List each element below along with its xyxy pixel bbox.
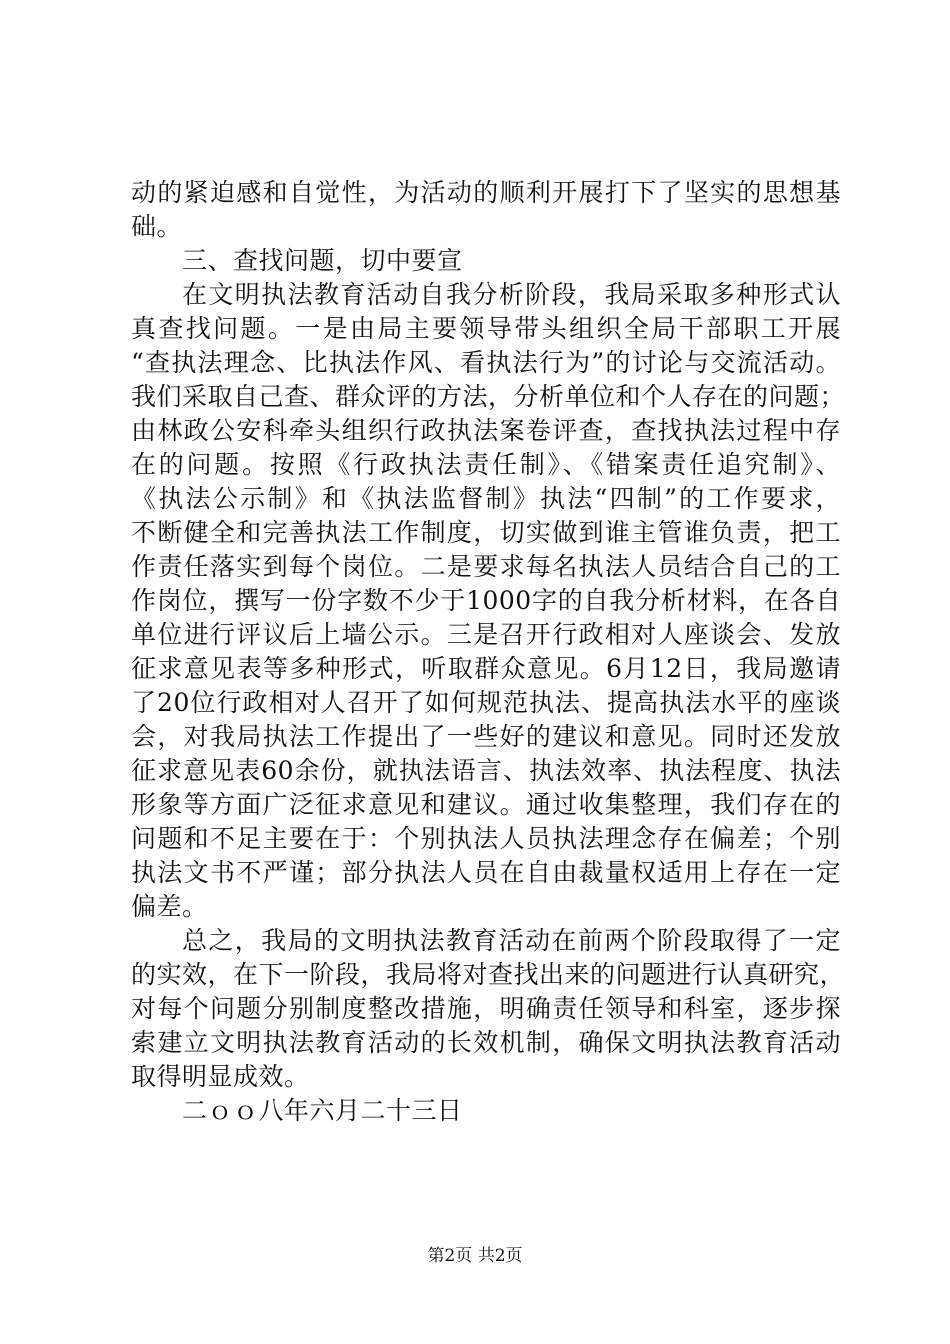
body-line: 动的紧迫感和自觉性，为活动的顺利开展打下了坚实的思想基 [131,178,841,207]
body-line: 征求意见表60余份，就执法语言、执法效率、执法程度、执法 [131,756,841,785]
body-line: 在的问题。按照《行政执法责任制》、《错案责任追究制》、 [131,450,841,479]
body-line: 作岗位，撰写一份字数不少于1000字的自我分析材料，在各自 [131,586,841,615]
body-line: 对每个问题分别制度整改措施，明确责任领导和科室，逐步探 [131,994,841,1023]
body-line: 了20位行政相对人召开了如何规范执法、提高执法水平的座谈 [131,688,841,717]
body-line: 作责任落实到每个岗位。二是要求每名执法人员结合自己的工 [131,552,841,581]
section-heading: 三、查找问题，切中要宣 [182,246,463,275]
body-line: 不断健全和完善执法工作制度，切实做到谁主管谁负责，把工 [131,518,841,547]
body-line: 问题和不足主要在于：个别执法人员执法理念存在偏差；个别 [131,824,841,853]
body-line: 会，对我局执法工作提出了一些好的建议和意见。同时还发放 [131,722,841,751]
body-line: 础。 [131,212,183,241]
body-line: 在文明执法教育活动自我分析阶段，我局采取多种形式认 [182,280,841,309]
body-line: 由林政公安科牵头组织行政执法案卷评查，查找执法过程中存 [131,416,841,445]
page-number: 第2页 共2页 [427,1246,523,1266]
body-line: 执法文书不严谨；部分执法人员在自由裁量权适用上存在一定 [131,858,841,887]
body-line: 的实效，在下一阶段，我局将对查找出来的问题进行认真研究， [131,960,846,989]
body-line: 索建立文明执法教育活动的长效机制，确保文明执法教育活动 [131,1028,841,1057]
body-line: “查执法理念、比执法作风、看执法行为”的讨论与交流活动。 [131,348,841,377]
body-line: 征求意见表等多种形式，听取群众意见。6月12日，我局邀请 [131,654,841,683]
body-line: 取得明显成效。 [131,1062,310,1091]
body-line: 《执法公示制》和《执法监督制》执法“四制”的工作要求， [131,484,841,513]
body-line: 真查找问题。一是由局主要领导带头组织全局干部职工开展 [131,314,841,343]
body-line: 偏差。 [131,892,208,921]
body-line: 形象等方面广泛征求意见和建议。通过收集整理，我们存在的 [131,790,841,819]
body-line: 单位进行评议后上墙公示。三是召开行政相对人座谈会、发放 [131,620,841,649]
body-line: 总之，我局的文明执法教育活动在前两个阶段取得了一定 [182,926,841,955]
body-line: 我们采取自己查、群众评的方法，分析单位和个人存在的问题； [131,382,846,411]
date-line: 二ｏｏ八年六月二十三日 [182,1096,463,1125]
